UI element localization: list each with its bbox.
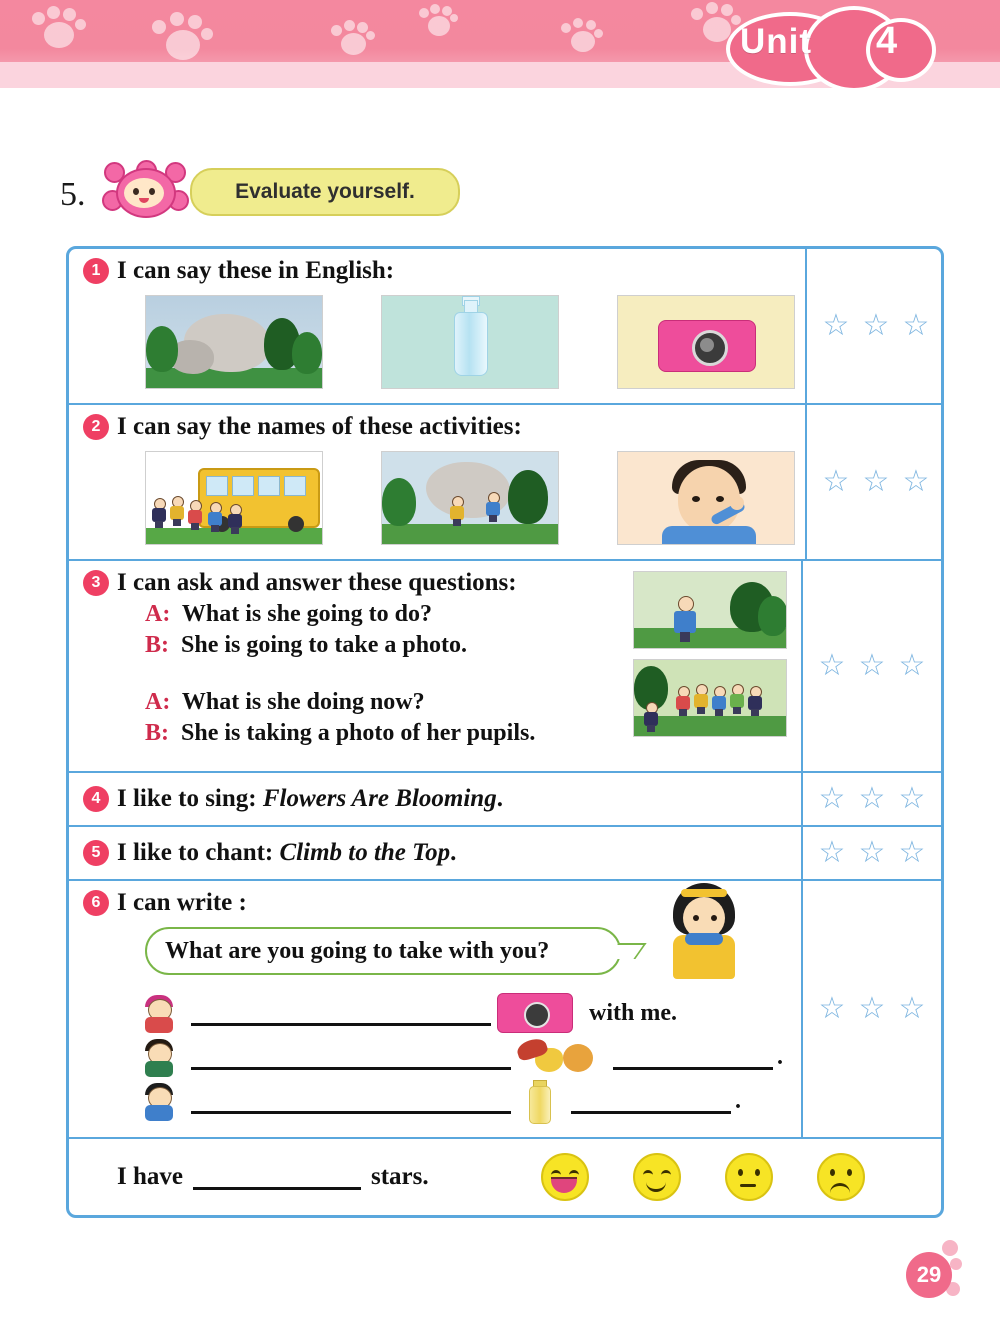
writing-line [83, 991, 791, 1035]
smiling-face-icon[interactable] [633, 1153, 681, 1201]
neutral-face-icon[interactable] [725, 1153, 773, 1201]
chant-title: Climb to the Top [279, 839, 451, 866]
stars-cell[interactable] [805, 405, 944, 559]
juice-bottle-icon [519, 1080, 563, 1122]
star-icon[interactable]: ☆ [818, 836, 846, 869]
table-row [69, 773, 941, 827]
star-icon[interactable]: ☆ [898, 992, 926, 1025]
speaker-tag: B: [145, 632, 169, 658]
fruit-icon [517, 1038, 607, 1076]
paw-print-icon [330, 20, 376, 60]
writing-line [83, 1079, 791, 1123]
line-suffix: . [777, 1043, 783, 1070]
paw-print-icon [560, 18, 604, 56]
answer-blank[interactable] [191, 1089, 511, 1114]
item-title [117, 785, 503, 813]
writing-lines [83, 991, 791, 1123]
row-content [69, 1139, 941, 1215]
pink-camera-picture [617, 295, 795, 389]
evaluation-table [66, 246, 944, 1218]
table-row [69, 1139, 941, 1215]
star-icon[interactable]: ☆ [822, 465, 850, 498]
item-title: I can write : [117, 889, 247, 916]
star-icon[interactable]: ☆ [858, 649, 886, 682]
stars-cell[interactable] [801, 827, 941, 879]
dialogue-text: What is she going to do? [181, 601, 432, 627]
star-icon[interactable]: ☆ [902, 465, 930, 498]
item-title: I can say these in English: [117, 257, 395, 284]
unit-badge [726, 6, 936, 84]
page-number-value: 29 [906, 1252, 952, 1298]
table-row [69, 881, 941, 1139]
stars-cell[interactable] [801, 773, 941, 825]
item-title-end: . [450, 839, 457, 866]
item-title-end: . [496, 785, 503, 812]
speaker-tag: A: [145, 601, 171, 627]
speech-bubble [145, 927, 621, 975]
mountain-rock-picture [145, 295, 323, 389]
song-title: Flowers Are Blooming [262, 785, 497, 812]
instruction-text: Evaluate yourself. [235, 180, 415, 203]
row-content [69, 405, 805, 559]
item-title: I can ask and answer these questions: [117, 569, 517, 596]
answer-blank[interactable] [191, 1045, 511, 1070]
star-icon[interactable]: ☆ [898, 782, 926, 815]
writing-line [83, 1035, 791, 1079]
table-row [69, 405, 941, 561]
item-title-plain: I like to chant: [117, 839, 280, 866]
table-row [69, 561, 941, 773]
laughing-face-icon[interactable] [541, 1153, 589, 1201]
star-icon[interactable]: ☆ [858, 836, 886, 869]
sad-face-icon[interactable] [817, 1153, 865, 1201]
speaker-tag: A: [145, 689, 171, 715]
star-icon[interactable]: ☆ [862, 309, 890, 342]
star-icon[interactable]: ☆ [818, 782, 846, 815]
pupil-avatar-icon [139, 1083, 179, 1121]
mascot-icon [102, 160, 186, 222]
pupil-avatar-icon [139, 1039, 179, 1077]
boy-touching-nose-picture [617, 451, 795, 545]
page-top-banner [0, 0, 1000, 88]
stars-count-label-before: I have [117, 1163, 183, 1190]
star-icon[interactable]: ☆ [858, 782, 886, 815]
pupils-group-photo-picture [633, 659, 787, 737]
item-number-badge: 2 [83, 414, 109, 440]
item-number-badge: 4 [83, 786, 109, 812]
answer-blank[interactable] [613, 1045, 773, 1070]
row-content [69, 249, 805, 403]
row-content [69, 561, 801, 771]
picture-strip [145, 295, 795, 389]
answer-blank[interactable] [571, 1089, 731, 1114]
girl-character-icon [669, 883, 743, 979]
item-title [117, 839, 456, 867]
paw-print-icon [150, 12, 214, 66]
water-bottle-picture [381, 295, 559, 389]
pupil-avatar-icon [139, 995, 179, 1033]
stars-cell[interactable] [805, 249, 944, 403]
star-icon[interactable]: ☆ [818, 992, 846, 1025]
climbing-mountain-picture [381, 451, 559, 545]
star-icon[interactable]: ☆ [862, 465, 890, 498]
unit-label: Unit [740, 22, 813, 61]
school-bus-trip-picture [145, 451, 323, 545]
row-content [69, 827, 801, 879]
row-content [69, 881, 801, 1137]
section-number: 5. [60, 176, 86, 213]
star-icon[interactable]: ☆ [898, 649, 926, 682]
dialogue-text: She is taking a photo of her pupils. [181, 720, 536, 746]
speech-bubble-text: What are you going to take with you? [165, 937, 550, 964]
item-title: I can say the names of these activities: [117, 413, 522, 440]
paw-print-icon [30, 6, 86, 54]
answer-blank[interactable] [191, 1001, 491, 1026]
stars-cell[interactable] [801, 561, 941, 771]
picture-strip [145, 451, 795, 545]
stars-count-blank[interactable] [193, 1165, 361, 1190]
item-number-badge: 5 [83, 840, 109, 866]
unit-number: 4 [876, 20, 898, 62]
speaker-tag: B: [145, 720, 169, 746]
section-header [60, 160, 520, 224]
item-number-badge: 1 [83, 258, 109, 284]
paw-print-icon [418, 4, 458, 40]
table-row [69, 827, 941, 881]
camera-icon [497, 993, 573, 1033]
item-title-plain: I like to sing: [117, 785, 263, 812]
star-icon[interactable]: ☆ [822, 309, 850, 342]
item-number-badge: 6 [83, 890, 109, 916]
star-icon[interactable]: ☆ [902, 309, 930, 342]
page-number [906, 1252, 958, 1304]
stars-count-label-after: stars. [370, 1163, 429, 1190]
girl-taking-photo-picture [633, 571, 787, 649]
mood-rating-group [541, 1153, 865, 1201]
line-suffix: . [735, 1087, 741, 1114]
star-icon[interactable]: ☆ [898, 836, 926, 869]
row-content [69, 773, 801, 825]
star-icon[interactable]: ☆ [858, 992, 886, 1025]
dialogue-text: She is going to take a photo. [181, 632, 468, 658]
table-row [69, 249, 941, 405]
stars-cell[interactable] [801, 881, 941, 1137]
line-suffix: with me. [589, 999, 677, 1026]
instruction-bubble [190, 168, 460, 216]
item-number-badge: 3 [83, 570, 109, 596]
dialogue-text: What is she doing now? [181, 689, 425, 715]
star-icon[interactable]: ☆ [818, 649, 846, 682]
dialogue-picture-strip [633, 571, 787, 737]
